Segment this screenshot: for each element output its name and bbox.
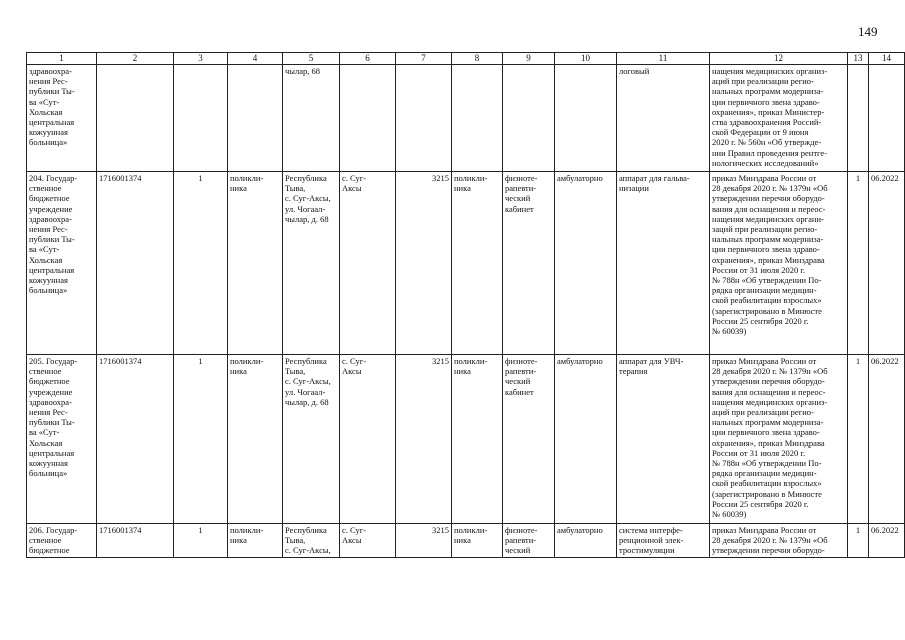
- empty-cell: [452, 65, 503, 172]
- code-cell: 3215: [396, 524, 452, 558]
- empty-cell: [396, 65, 452, 172]
- address-cell: чылар, 68: [283, 65, 340, 172]
- inn-cell: 1716001374: [97, 172, 174, 355]
- quantity-cell: 1: [848, 172, 869, 355]
- equipment-cell: логовый: [617, 65, 710, 172]
- page-number: 149: [858, 24, 878, 39]
- column-number: 14: [869, 53, 905, 65]
- department-cell: физиоте- рапевти- ческий: [503, 524, 555, 558]
- equipment-cell: аппарат для гальва- низации: [617, 172, 710, 355]
- department-cell: физиоте- рапевти- ческий кабинет: [503, 172, 555, 355]
- column-number-row: [27, 53, 905, 65]
- table-row: [27, 524, 905, 558]
- locality-cell: с. Суг- Аксы: [340, 524, 396, 558]
- inn-cell: 1716001374: [97, 524, 174, 558]
- column-number: 7: [396, 53, 452, 65]
- department-cell: физиоте- рапевти- ческий кабинет: [503, 355, 555, 524]
- equipment-table: [26, 52, 905, 558]
- column-number: 13: [848, 53, 869, 65]
- column-number: 12: [710, 53, 848, 65]
- equipment-cell: система интерфе- ренционной элек- тростимуляции: [617, 524, 710, 558]
- unit-type-cell: поликли- ника: [452, 524, 503, 558]
- empty-cell: [228, 65, 283, 172]
- empty-cell: [555, 65, 617, 172]
- empty-cell: [97, 65, 174, 172]
- code-cell: 3215: [396, 355, 452, 524]
- column-number: 2: [97, 53, 174, 65]
- address-cell: Республика Тыва, с. Суг-Аксы, ул. Чогаал- чылар, д. 68: [283, 355, 340, 524]
- column-number: 10: [555, 53, 617, 65]
- column-number: 4: [228, 53, 283, 65]
- count-cell: 1: [174, 172, 228, 355]
- institution-name-cell: 205. Государ- ственное бюджетное учреждение здравоохра- нения Рес- публики Ты- ва «Сут- Хольская центральная кожуунная больница»: [27, 355, 97, 524]
- facility-type-cell: поликли- ника: [228, 172, 283, 355]
- care-mode-cell: амбулаторно: [555, 524, 617, 558]
- empty-cell: [340, 65, 396, 172]
- legal-basis-cell: приказ Минздрава России от 28 декабря 2020 г. № 1379н «Об утверждении перечня оборудо- вания для оснащения и переос- нащения медицинских органи- заций при реализации регио- нальных программ модерниза- ции первичного звена здраво- охранения», приказ Минздрава России от 31 июля 2020 г. № 788н «Об утверждении По- рядка организации медицин- ской реабилитации взрослых» (зарегистрировано в Минюсте России 25 сентября 2020 г. № 60039): [710, 172, 848, 355]
- table-row: [27, 355, 905, 524]
- address-cell: Республика Тыва, с. Суг-Аксы,: [283, 524, 340, 558]
- column-number: 6: [340, 53, 396, 65]
- count-cell: 1: [174, 355, 228, 524]
- empty-cell: [869, 65, 905, 172]
- quantity-cell: 1: [848, 524, 869, 558]
- column-number: 9: [503, 53, 555, 65]
- locality-cell: с. Суг- Аксы: [340, 355, 396, 524]
- column-number: 3: [174, 53, 228, 65]
- legal-basis-cell: нащения медицинских организ- аций при реализации регио- нальных программ модерниза- ции первичного звена здраво- охранения», приказ Министер- ства здравоохранения Россий- ской Федерации от 9 июня 2020 г. № 560н «Об утвержде- нии Правил проведения рентге- нологических исследований»: [710, 65, 848, 172]
- continued-row: [27, 65, 905, 172]
- legal-basis-cell: приказ Минздрава России от 28 декабря 2020 г. № 1379н «Об утверждении перечня оборудо-: [710, 524, 848, 558]
- column-number: 11: [617, 53, 710, 65]
- locality-cell: с. Суг- Аксы: [340, 172, 396, 355]
- date-cell: 06.2022: [869, 172, 905, 355]
- count-cell: 1: [174, 524, 228, 558]
- institution-name-cell: 206. Государ- ственное бюджетное: [27, 524, 97, 558]
- code-cell: 3215: [396, 172, 452, 355]
- empty-cell: [503, 65, 555, 172]
- empty-cell: [174, 65, 228, 172]
- care-mode-cell: амбулаторно: [555, 172, 617, 355]
- care-mode-cell: амбулаторно: [555, 355, 617, 524]
- table-row: [27, 172, 905, 355]
- equipment-cell: аппарат для УВЧ- терапия: [617, 355, 710, 524]
- inn-cell: 1716001374: [97, 355, 174, 524]
- empty-cell: [848, 65, 869, 172]
- date-cell: 06.2022: [869, 524, 905, 558]
- unit-type-cell: поликли- ника: [452, 355, 503, 524]
- address-cell: Республика Тыва, с. Суг-Аксы, ул. Чогаал- чылар, д. 68: [283, 172, 340, 355]
- column-number: 1: [27, 53, 97, 65]
- facility-type-cell: поликли- ника: [228, 355, 283, 524]
- column-number: 5: [283, 53, 340, 65]
- facility-type-cell: поликли- ника: [228, 524, 283, 558]
- unit-type-cell: поликли- ника: [452, 172, 503, 355]
- legal-basis-cell: приказ Минздрава России от 28 декабря 2020 г. № 1379н «Об утверждении перечня оборудо- вания для оснащения и переос- нащения медицинских организ- аций при реализации регио- нальных программ модерниза- ции первичного звена здраво- охранения», приказ Минздрава России от 31 июля 2020 г. № 788н «Об утверждении По- рядка организации медицин- ской реабилитации взрослых» (зарегистрировано в Минюсте России 25 сентября 2020 г. № 60039): [710, 355, 848, 524]
- institution-name-cell: 204. Государ- ственное бюджетное учреждение здравоохра- нения Рес- публики Ты- ва «Сут- Хольская центральная кожуунная больница»: [27, 172, 97, 355]
- column-number: 8: [452, 53, 503, 65]
- institution-name-cell: здравоохра- нения Рес- публики Ты- ва «Сут- Хольская центральная кожуунная больница»: [27, 65, 97, 172]
- date-cell: 06.2022: [869, 355, 905, 524]
- quantity-cell: 1: [848, 355, 869, 524]
